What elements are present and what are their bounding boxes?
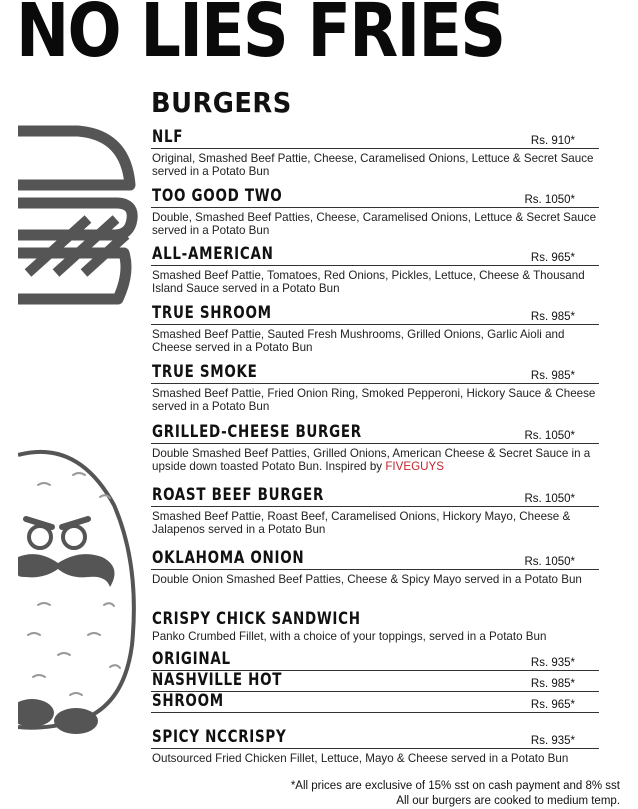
menu-item — [151, 243, 599, 295]
item-description-text: Double Smashed Beef Patties, Grilled Onions, American Cheese & Secret Sauce in a upside down toasted Potato Bun. Inspired by — [152, 447, 591, 473]
item-name: NLF — [152, 127, 184, 147]
item-description: Smashed Beef Pattie, Tomatoes, Red Onions, Pickles, Lettuce, Cheese & Thousand Island Sauce served in a Potato Bun — [152, 269, 585, 295]
item-name: ROAST BEEF BURGER — [152, 485, 325, 505]
item-price: Rs. 935* — [530, 735, 575, 747]
item-description: Smashed Beef Pattie, Roast Beef, Caramelised Onions, Hickory Mayo, Cheese & Jalapenos served in a Potato Bun — [152, 510, 571, 536]
footer-line: *All prices are exclusive of 15% sst on cash payment and 8% sst — [290, 780, 620, 792]
item-name: TRUE SMOKE — [152, 362, 258, 382]
footer-note — [291, 779, 620, 809]
item-description: Panko Crumbed Fillet, with a choice of your toppings, served in a Potato Bun — [152, 630, 547, 643]
chick-option — [151, 669, 599, 692]
chick-option — [151, 648, 599, 671]
item-description: Double Onion Smashed Beef Patties, Cheese & Spicy Mayo served in a Potato Bun — [152, 573, 582, 586]
option-name: NASHVILLE HOT — [152, 670, 283, 690]
item-description: Original, Smashed Beef Pattie, Cheese, Caramelised Onions, Lettuce & Secret Sauce served in a Potato Bun — [152, 152, 594, 178]
item-name: TRUE SHROOM — [152, 303, 272, 323]
option-price: Rs. 935* — [530, 657, 575, 669]
item-price: Rs. 1050* — [524, 556, 575, 568]
item-price: Rs. 1050* — [524, 493, 575, 505]
menu-item — [151, 484, 599, 536]
item-name: GRILLED-CHEESE BURGER — [152, 422, 362, 442]
item-price: Rs. 985* — [530, 370, 575, 382]
potato-mascot-icon — [18, 445, 138, 745]
option-price: Rs. 985* — [530, 678, 575, 690]
burger-icon — [18, 123, 140, 309]
item-price: Rs. 965* — [530, 252, 575, 264]
option-price: Rs. 965* — [530, 699, 575, 711]
item-price: Rs. 985* — [530, 311, 575, 323]
item-name: ALL-AMERICAN — [152, 244, 274, 264]
item-description — [151, 447, 599, 473]
item-price: Rs. 1050* — [524, 430, 575, 442]
item-description: Double, Smashed Beef Patties, Cheese, Caramelised Onions, Lettuce & Secret Sauce served in a Potato Bun — [152, 211, 597, 237]
menu-item — [151, 126, 599, 178]
fiveguys-link: FIVEGUYS — [385, 460, 444, 473]
chick-sandwich-group — [151, 608, 599, 643]
menu-item — [151, 421, 599, 473]
menu-item — [151, 361, 599, 413]
menu-item — [151, 185, 599, 237]
section-title: BURGERS — [151, 86, 292, 119]
chick-option — [151, 690, 599, 713]
menu-item — [151, 302, 599, 354]
item-name: OKLAHOMA ONION — [152, 548, 305, 568]
menu-item — [151, 547, 599, 586]
brand-title: NO LIES FRIES — [16, 0, 505, 74]
option-name: ORIGINAL — [152, 649, 231, 669]
item-description: Smashed Beef Pattie, Fried Onion Ring, Smoked Pepperoni, Hickory Sauce & Cheese served in a Potato Bun — [152, 387, 596, 413]
item-name: TOO GOOD TWO — [152, 186, 283, 206]
item-name: CRISPY CHICK SANDWICH — [152, 609, 361, 629]
item-name: SPICY NCCRISPY — [152, 727, 287, 747]
item-description: Smashed Beef Pattie, Sauted Fresh Mushrooms, Grilled Onions, Garlic Aioli and Cheese served in a Potato Bun — [152, 328, 565, 354]
option-name: SHROOM — [152, 691, 224, 711]
item-description: Outsourced Fried Chicken Fillet, Lettuce, Mayo & Cheese served in a Potato Bun — [152, 752, 569, 765]
footer-line: All our burgers are cooked to medium temp. — [396, 795, 620, 807]
item-price: Rs. 1050* — [524, 194, 575, 206]
menu-item — [151, 726, 599, 765]
item-price: Rs. 910* — [530, 135, 575, 147]
